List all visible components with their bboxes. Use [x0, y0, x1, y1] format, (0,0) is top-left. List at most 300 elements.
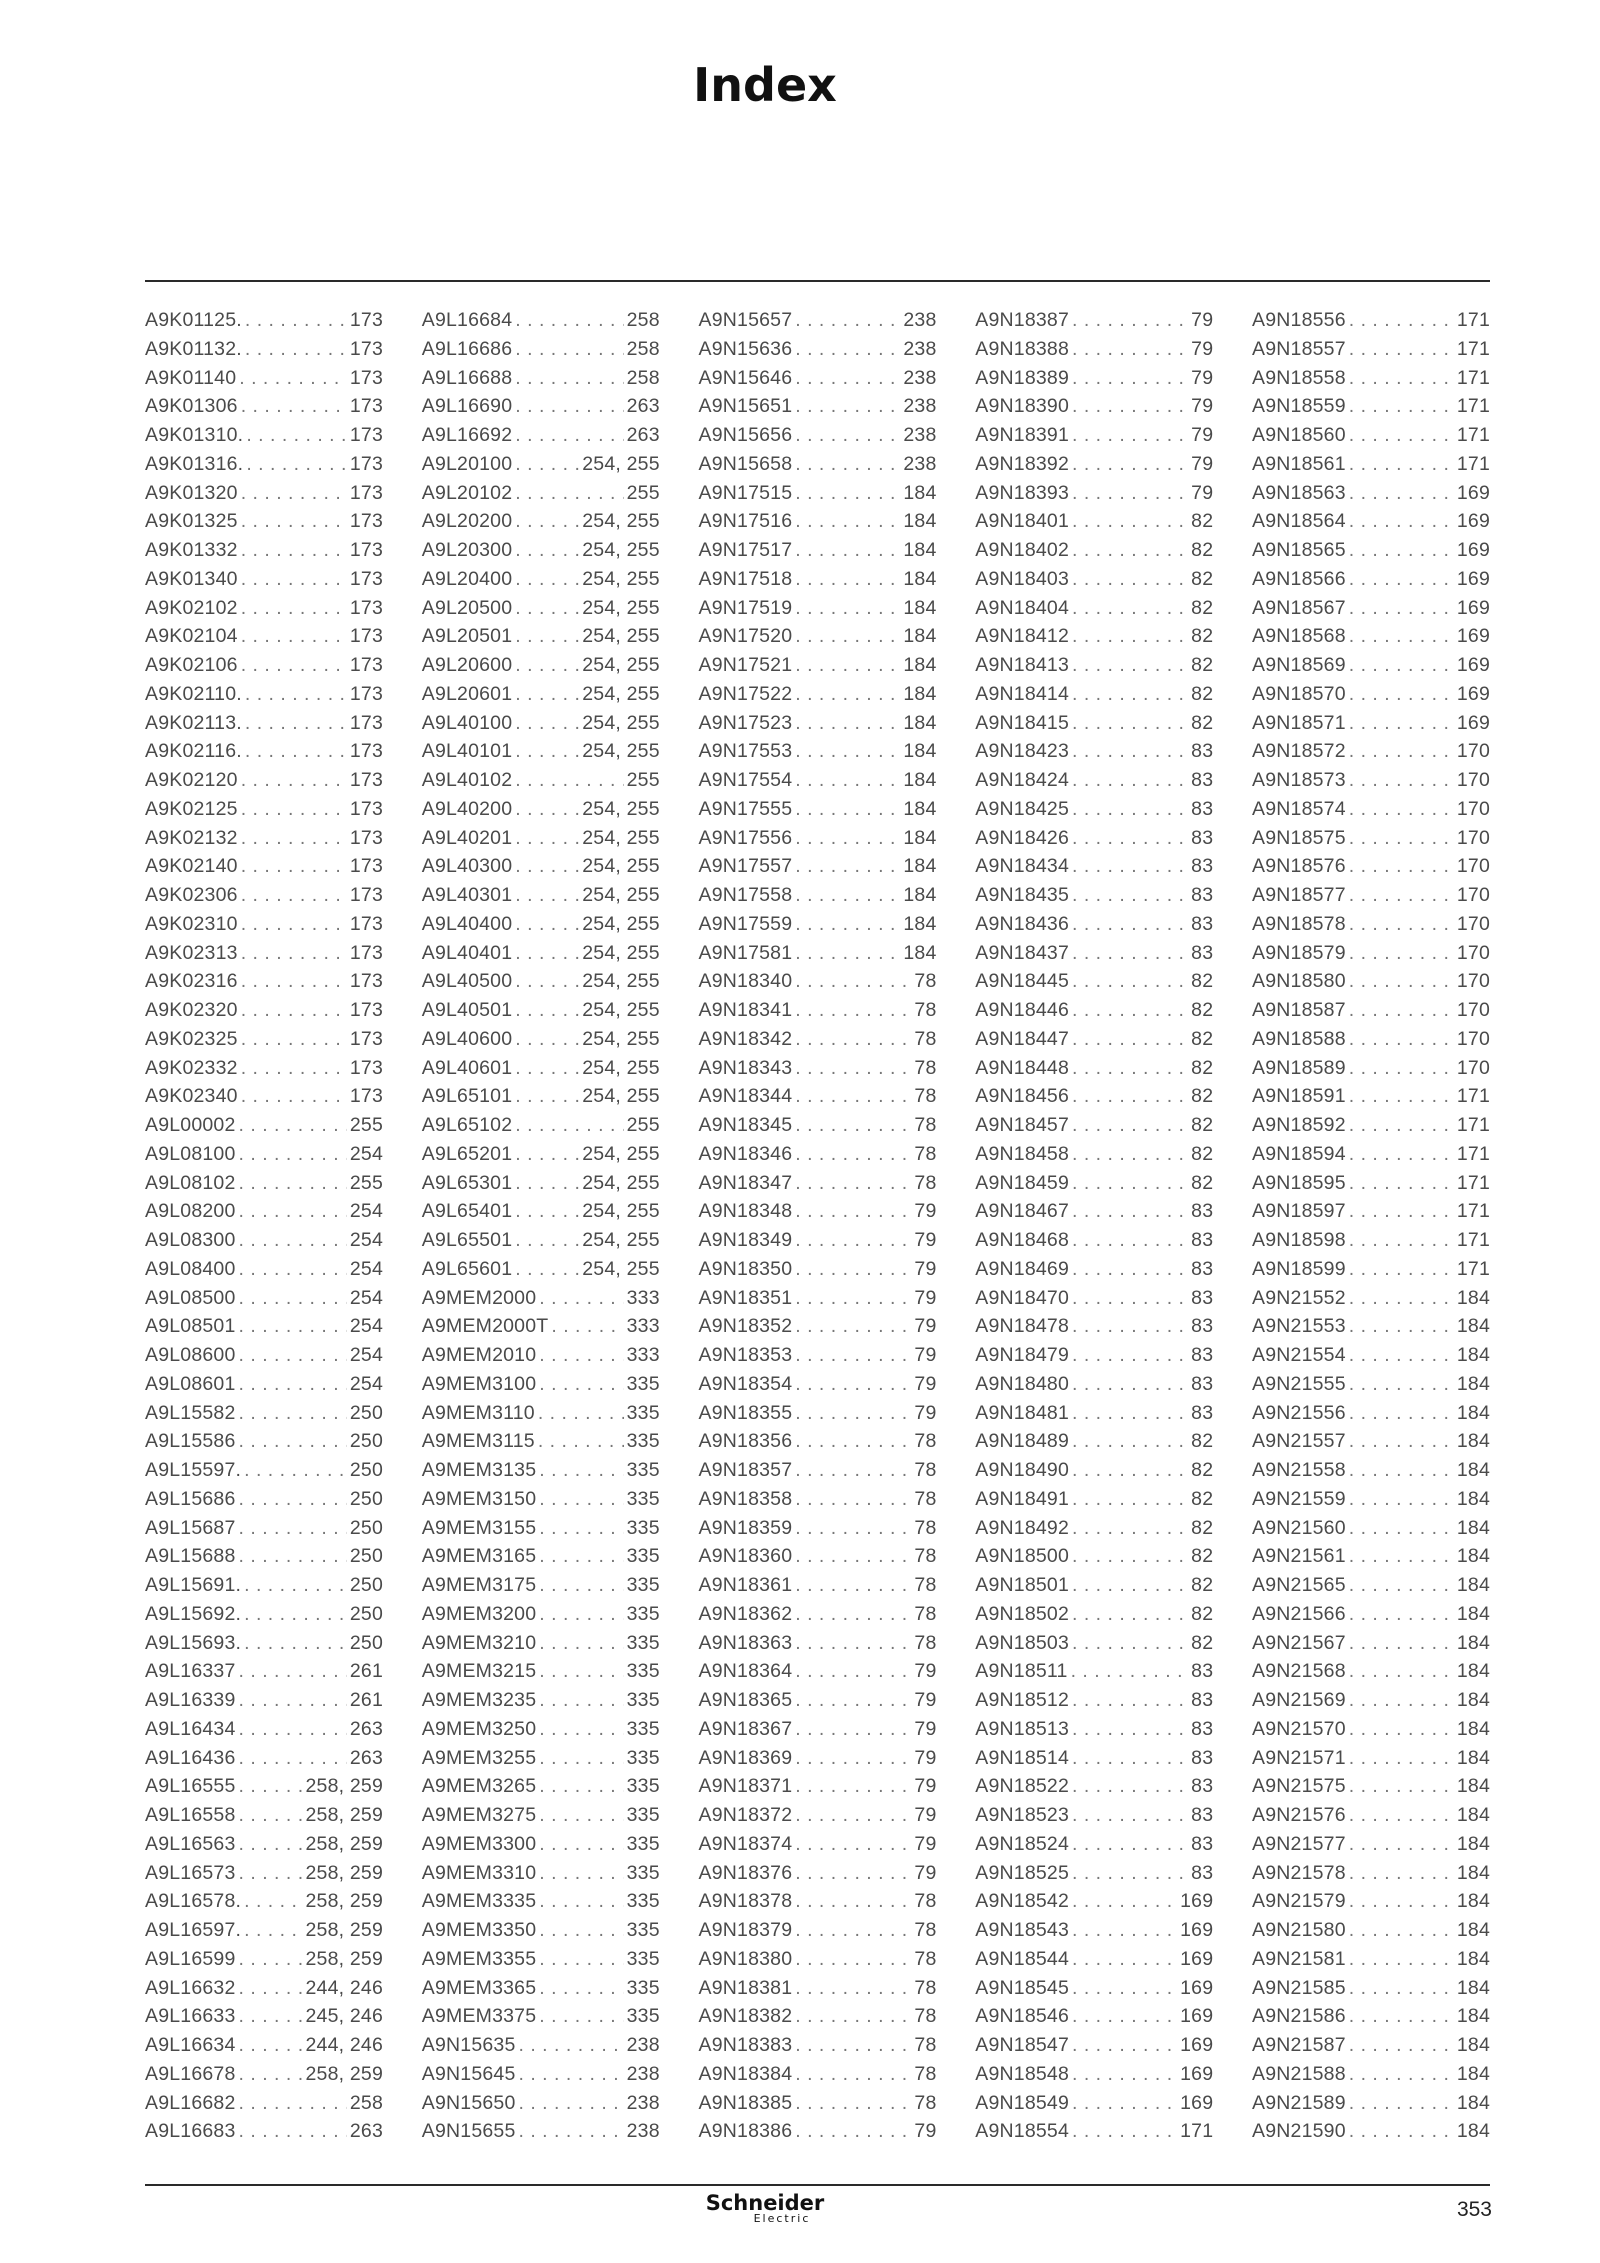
- dot-leader: [1072, 1974, 1177, 2003]
- page-reference: 78: [914, 1545, 937, 1568]
- product-code: A9N18415: [975, 711, 1070, 734]
- dot-leader: [539, 1887, 623, 1916]
- dot-leader: [515, 1226, 579, 1255]
- product-code: A9L16339: [145, 1689, 236, 1711]
- index-entry: [145, 1197, 383, 1226]
- product-code: A9L40101: [421, 740, 513, 763]
- product-code: A9L20400: [421, 567, 513, 590]
- product-code: A9N15646: [698, 366, 793, 389]
- dot-leader: [1349, 1370, 1454, 1399]
- dot-leader: [1349, 1830, 1454, 1859]
- product-code: A9L40601: [421, 1056, 513, 1079]
- dot-leader: [539, 1916, 623, 1945]
- index-entry: [145, 996, 383, 1025]
- page-reference: 173: [349, 711, 383, 734]
- dot-leader: [1349, 1542, 1454, 1571]
- dot-leader: [1349, 2060, 1454, 2089]
- dot-leader: [239, 1226, 347, 1255]
- index-entry: [975, 1542, 1213, 1571]
- product-code: A9N18469: [975, 1257, 1070, 1280]
- page-reference: 184: [1456, 1487, 1490, 1510]
- page-reference: 170: [1456, 912, 1490, 935]
- dot-leader: [795, 335, 900, 364]
- page-reference: 83: [1191, 1401, 1214, 1424]
- product-code: A9K02306: [145, 884, 238, 906]
- page-reference: 83: [1191, 1832, 1214, 1855]
- page-reference: 79: [914, 1775, 937, 1798]
- product-code: A9N18467: [975, 1200, 1070, 1223]
- dot-leader: [1072, 967, 1188, 996]
- product-code: A9L16688: [421, 366, 513, 389]
- product-code: A9N18356: [698, 1430, 793, 1453]
- index-entry: [1252, 709, 1490, 738]
- index-entry: [145, 1571, 383, 1600]
- product-code: A9N18573: [1252, 769, 1346, 791]
- dot-leader: [1072, 2031, 1177, 2060]
- product-code: A9N18559: [1252, 395, 1346, 418]
- page-reference: 335: [626, 1430, 660, 1453]
- page-reference: 83: [1191, 1660, 1214, 1683]
- product-code: A9K02125: [145, 797, 238, 820]
- index-entry: [1252, 996, 1490, 1025]
- page-reference: 78: [914, 1890, 937, 1913]
- page-reference: 184: [1456, 2062, 1490, 2085]
- page-reference: 173: [349, 625, 383, 648]
- index-entry: [145, 1025, 383, 1054]
- index-entry: [699, 2031, 937, 2060]
- dot-leader: [1072, 1197, 1188, 1226]
- dot-leader: [239, 1341, 347, 1370]
- dot-leader: [241, 910, 347, 939]
- page-reference: 79: [1191, 395, 1214, 418]
- page-reference: 170: [1456, 740, 1490, 763]
- index-entry: [145, 1542, 383, 1571]
- index-entry: [699, 1974, 937, 2003]
- product-code: A9N21567: [1252, 1631, 1346, 1654]
- index-entry: [145, 1514, 383, 1543]
- page-reference: 184: [903, 912, 937, 935]
- dot-leader: [1072, 939, 1188, 968]
- page-reference: 254: [349, 1315, 383, 1338]
- product-code: A9N18514: [975, 1746, 1070, 1769]
- index-entry: [1252, 450, 1490, 479]
- page-reference: 79: [914, 1372, 937, 1395]
- dot-leader: [515, 996, 579, 1025]
- page-reference: 171: [1456, 1085, 1490, 1108]
- product-code: A9N21557: [1252, 1430, 1346, 1453]
- index-entry: [975, 1772, 1213, 1801]
- index-entry: [422, 2089, 660, 2118]
- page-reference: 78: [914, 2091, 937, 2114]
- dot-leader: [245, 680, 347, 709]
- page-reference: 78: [914, 1114, 937, 1136]
- dot-leader: [1349, 306, 1454, 335]
- index-entry: [699, 1542, 937, 1571]
- page-reference: 254, 255: [582, 539, 660, 561]
- index-entry: [975, 1600, 1213, 1629]
- index-entry: [145, 1485, 383, 1514]
- dot-leader: [239, 1399, 347, 1428]
- page-reference: 173: [349, 682, 383, 705]
- product-code: A9L16683: [145, 2120, 236, 2143]
- product-code: A9N18384: [698, 2062, 793, 2085]
- dot-leader: [795, 1025, 911, 1054]
- dot-leader: [241, 824, 347, 853]
- dot-leader: [1072, 1887, 1177, 1916]
- index-entry: [975, 852, 1213, 881]
- dot-leader: [241, 622, 347, 651]
- index-entry: [422, 507, 660, 536]
- index-entry: [975, 1744, 1213, 1773]
- dot-leader: [245, 335, 347, 364]
- dot-leader: [1072, 910, 1188, 939]
- product-code: A9N18380: [698, 1947, 793, 1970]
- product-code: A9N15636: [698, 337, 793, 360]
- product-code: A9N18382: [698, 2005, 793, 2028]
- product-code: A9MEM2010: [421, 1344, 537, 1366]
- dot-leader: [1349, 1887, 1454, 1916]
- index-entry: [699, 2117, 937, 2146]
- page-reference: 244, 246: [305, 2034, 383, 2056]
- product-code: A9N18423: [975, 740, 1070, 763]
- product-code: A9L16632: [145, 1976, 236, 1999]
- product-code: A9N18492: [975, 1516, 1070, 1539]
- index-entry: [422, 622, 660, 651]
- dot-leader: [1349, 450, 1454, 479]
- index-entry: [975, 1111, 1213, 1140]
- page-reference: 79: [914, 1401, 937, 1424]
- product-code: A9N18565: [1252, 539, 1346, 561]
- product-code: A9K01340: [145, 567, 238, 590]
- index-entry: [422, 1341, 660, 1370]
- logo-sub: Electric: [753, 2212, 811, 2225]
- index-entry: [422, 1399, 660, 1428]
- index-entry: [422, 1082, 660, 1111]
- product-code: A9N18347: [698, 1171, 793, 1194]
- index-entry: [145, 1312, 383, 1341]
- dot-leader: [515, 881, 579, 910]
- index-entry: [699, 507, 937, 536]
- product-code: A9N17515: [698, 481, 793, 504]
- index-entry: [422, 881, 660, 910]
- dot-leader: [1349, 1111, 1454, 1140]
- index-entry: [422, 1485, 660, 1514]
- product-code: A9L20500: [421, 596, 513, 619]
- product-code: A9N18558: [1252, 366, 1346, 389]
- page-reference: 335: [626, 1401, 660, 1424]
- product-code: A9L16678: [145, 2062, 236, 2085]
- product-code: A9L16682: [145, 2091, 236, 2114]
- page-reference: 82: [1191, 1487, 1214, 1510]
- page-reference: 254, 255: [582, 452, 660, 475]
- index-entry: [422, 536, 660, 565]
- product-code: A9N18341: [698, 999, 793, 1021]
- dot-leader: [795, 651, 900, 680]
- product-code: A9K02310: [145, 912, 238, 935]
- product-code: A9K02110.: [145, 682, 242, 705]
- product-code: A9MEM3135: [421, 1459, 537, 1481]
- page-reference: 82: [1191, 567, 1214, 590]
- page-reference: 335: [626, 1459, 660, 1481]
- dot-leader: [539, 1657, 623, 1686]
- page-reference: 79: [1191, 452, 1214, 475]
- dot-leader: [1349, 709, 1454, 738]
- product-code: A9N18357: [698, 1459, 793, 1481]
- product-code: A9N18557: [1252, 337, 1346, 360]
- page-reference: 335: [626, 1832, 660, 1855]
- product-code: A9N18403: [975, 567, 1070, 590]
- index-entry: [1252, 2002, 1490, 2031]
- page-reference: 244, 246: [305, 1976, 383, 1999]
- index-entry: [1252, 852, 1490, 881]
- index-entry: [975, 1830, 1213, 1859]
- dot-leader: [239, 2002, 303, 2031]
- page-reference: 184: [1456, 1775, 1490, 1798]
- product-code: A9N18355: [698, 1401, 793, 1424]
- dot-leader: [245, 737, 347, 766]
- index-entry: [422, 824, 660, 853]
- page-reference: 184: [903, 941, 937, 964]
- page-reference: 173: [349, 510, 383, 533]
- index-entry: [975, 795, 1213, 824]
- index-entry: [1252, 335, 1490, 364]
- product-code: A9N18564: [1252, 510, 1346, 533]
- index-entry: [1252, 1456, 1490, 1485]
- dot-leader: [241, 594, 347, 623]
- index-entry: [1252, 1945, 1490, 1974]
- index-entry: [975, 1399, 1213, 1428]
- index-entry: [422, 967, 660, 996]
- dot-leader: [1072, 1542, 1188, 1571]
- index-entry: [145, 392, 383, 421]
- product-code: A9N18376: [698, 1861, 793, 1884]
- index-entry: [422, 565, 660, 594]
- index-entry: [145, 536, 383, 565]
- product-code: A9N18574: [1252, 797, 1346, 820]
- page-reference: 184: [1456, 1832, 1490, 1855]
- page-reference: 171: [1180, 2120, 1214, 2143]
- index-entry: [699, 622, 937, 651]
- index-entry: [1252, 2089, 1490, 2118]
- dot-leader: [239, 2060, 303, 2089]
- page-reference: 184: [903, 654, 937, 676]
- index-entry: [422, 1859, 660, 1888]
- dot-leader: [539, 1600, 623, 1629]
- index-entry: [145, 1974, 383, 2003]
- page-reference: 83: [1191, 912, 1214, 935]
- dot-leader: [1072, 795, 1188, 824]
- page-reference: 263: [349, 1717, 383, 1740]
- dot-leader: [795, 852, 900, 881]
- index-entry: [1252, 766, 1490, 795]
- dot-leader: [795, 536, 900, 565]
- dot-leader: [539, 1974, 623, 2003]
- product-code: A9K02132: [145, 826, 238, 849]
- dot-leader: [1349, 824, 1454, 853]
- page-reference: 83: [1191, 1861, 1214, 1884]
- product-code: A9N18346: [698, 1142, 793, 1165]
- page-reference: 184: [1456, 1746, 1490, 1769]
- page-reference: 171: [1456, 1114, 1490, 1136]
- dot-leader: [515, 651, 579, 680]
- index-column: [422, 306, 660, 2146]
- page-reference: 255: [626, 1114, 660, 1136]
- dot-leader: [1072, 1255, 1188, 1284]
- page-reference: 184: [1456, 1919, 1490, 1941]
- index-entry: [699, 392, 937, 421]
- page-reference: 78: [914, 1459, 937, 1481]
- product-code: A9N18434: [975, 855, 1070, 878]
- product-code: A9N18577: [1252, 884, 1346, 906]
- page-reference: 261: [349, 1660, 383, 1683]
- page-reference: 79: [914, 1315, 937, 1338]
- page-reference: 258: [626, 337, 660, 360]
- index-entry: [699, 1082, 937, 1111]
- dot-leader: [1349, 1197, 1454, 1226]
- page-reference: 258, 259: [305, 1919, 383, 1941]
- dot-leader: [1349, 651, 1454, 680]
- product-code: A9L16337: [145, 1660, 236, 1683]
- page-reference: 79: [914, 1804, 937, 1826]
- dot-leader: [795, 1082, 911, 1111]
- index-entry: [145, 335, 383, 364]
- page-reference: 171: [1456, 1142, 1490, 1165]
- index-entry: [699, 852, 937, 881]
- dot-leader: [1349, 1399, 1454, 1428]
- dot-leader: [246, 421, 347, 450]
- index-entry: [699, 536, 937, 565]
- page-reference: 254, 255: [582, 654, 660, 676]
- product-code: A9N21565: [1252, 1574, 1346, 1596]
- page-reference: 184: [1456, 1315, 1490, 1338]
- page-reference: 184: [903, 855, 937, 878]
- product-code: A9N15656: [698, 424, 793, 446]
- page-reference: 82: [1191, 1171, 1214, 1194]
- product-code: A9MEM3365: [421, 1976, 537, 1999]
- index-entry: [699, 1830, 937, 1859]
- page-reference: 83: [1191, 1372, 1214, 1395]
- page-reference: 173: [349, 596, 383, 619]
- product-code: A9L08200: [145, 1200, 236, 1223]
- index-entry: [1252, 1859, 1490, 1888]
- dot-leader: [795, 2117, 911, 2146]
- product-code: A9L20601: [421, 682, 513, 705]
- dot-leader: [1072, 1082, 1188, 1111]
- page-reference: 79: [1191, 481, 1214, 504]
- index-entry: [975, 1715, 1213, 1744]
- product-code: A9L20100: [421, 452, 513, 475]
- product-code: A9K01316.: [145, 452, 244, 475]
- product-code: A9N18490: [975, 1459, 1070, 1481]
- dot-leader: [795, 594, 900, 623]
- product-code: A9N17523: [698, 711, 793, 734]
- dot-leader: [239, 1197, 347, 1226]
- dot-leader: [1072, 2002, 1177, 2031]
- page-reference: 171: [1456, 1200, 1490, 1223]
- product-code: A9L15586: [145, 1430, 236, 1453]
- page-reference: 171: [1456, 1171, 1490, 1194]
- dot-leader: [1349, 1859, 1454, 1888]
- dot-leader: [795, 1945, 911, 1974]
- dot-leader: [515, 1169, 579, 1198]
- product-code: A9N21556: [1252, 1401, 1346, 1424]
- product-code: A9N21561: [1252, 1545, 1346, 1568]
- page-reference: 173: [349, 567, 383, 590]
- product-code: A9K02325: [145, 1027, 238, 1050]
- product-code: A9N21570: [1252, 1717, 1346, 1740]
- page-reference: 184: [903, 510, 937, 533]
- page-reference: 169: [1456, 510, 1490, 533]
- product-code: A9L16634: [145, 2034, 236, 2056]
- product-code: A9MEM3210: [421, 1631, 537, 1654]
- product-code: A9N18502: [975, 1602, 1070, 1625]
- index-entry: [699, 1715, 937, 1744]
- index-column: [975, 306, 1213, 2146]
- dot-leader: [539, 1514, 623, 1543]
- product-code: A9N21576: [1252, 1804, 1346, 1826]
- page-reference: 335: [626, 1861, 660, 1884]
- page-reference: 173: [349, 1085, 383, 1108]
- dot-leader: [1349, 939, 1454, 968]
- product-code: A9N18578: [1252, 912, 1346, 935]
- page-reference: 79: [1191, 424, 1214, 446]
- dot-leader: [244, 1571, 347, 1600]
- product-code: A9N17516: [698, 510, 793, 533]
- page-reference: 173: [349, 797, 383, 820]
- product-code: A9MEM3375: [421, 2005, 537, 2028]
- product-code: A9N18481: [975, 1401, 1070, 1424]
- dot-leader: [551, 1312, 623, 1341]
- product-code: A9K02332: [145, 1056, 238, 1079]
- dot-leader: [795, 824, 900, 853]
- dot-leader: [795, 996, 911, 1025]
- index-entry: [422, 1312, 660, 1341]
- product-code: A9MEM3265: [421, 1775, 537, 1798]
- page-reference: 254: [349, 1142, 383, 1165]
- product-code: A9MEM3355: [421, 1947, 537, 1970]
- page-reference: 82: [1191, 1516, 1214, 1539]
- product-code: A9L65601: [421, 1257, 513, 1280]
- product-code: A9N18522: [975, 1775, 1070, 1798]
- index-entry: [699, 1169, 937, 1198]
- index-entry: [422, 364, 660, 393]
- product-code: A9L16692: [421, 424, 513, 446]
- page-reference: 83: [1191, 1804, 1214, 1826]
- product-code: A9N17517: [698, 539, 793, 561]
- page-title: Index: [693, 58, 837, 112]
- page-reference: 238: [626, 2091, 660, 2114]
- index-entry: [975, 651, 1213, 680]
- index-entry: [145, 795, 383, 824]
- page-reference: 255: [349, 1171, 383, 1194]
- page-reference: 173: [349, 912, 383, 935]
- index-entry: [1252, 507, 1490, 536]
- page-reference: 169: [1180, 1919, 1214, 1941]
- page-reference: 184: [1456, 1372, 1490, 1395]
- dot-leader: [795, 2002, 911, 2031]
- product-code: A9N18349: [698, 1229, 793, 1251]
- index-entry: [699, 1312, 937, 1341]
- dot-leader: [239, 1312, 347, 1341]
- page-reference: 254, 255: [582, 740, 660, 763]
- index-entry: [1252, 680, 1490, 709]
- dot-leader: [795, 1140, 911, 1169]
- dot-leader: [795, 1456, 911, 1485]
- index-entry: [1252, 910, 1490, 939]
- index-entry: [1252, 1657, 1490, 1686]
- page-reference: 263: [626, 424, 660, 446]
- page-reference: 82: [1191, 625, 1214, 648]
